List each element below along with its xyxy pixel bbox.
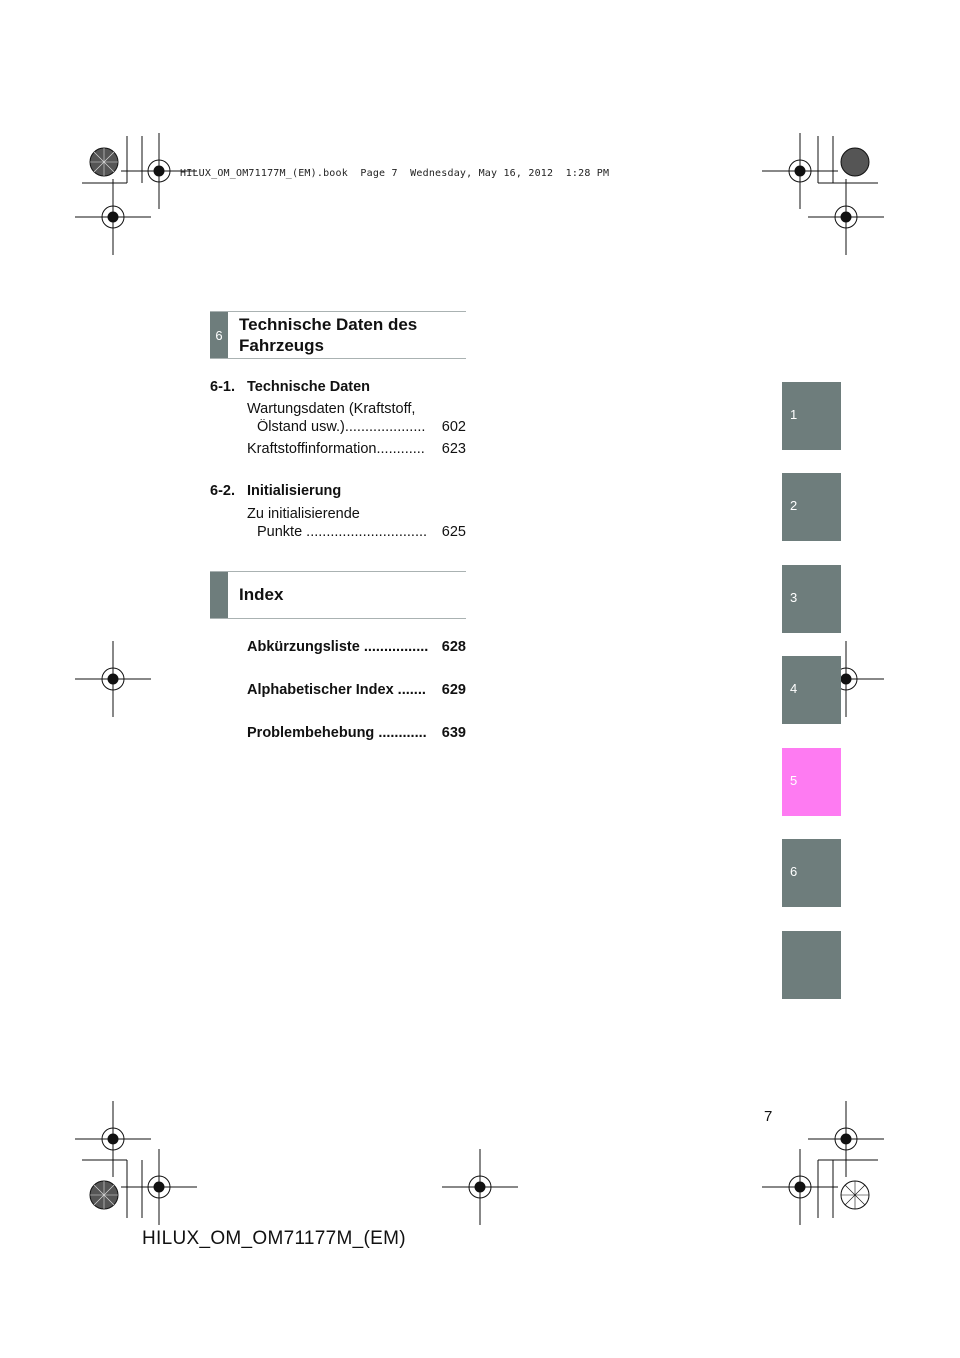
toc-number-6-2: 6-2.	[210, 483, 235, 499]
chapter-tab-index[interactable]	[782, 931, 841, 999]
toc-entry-zu-initialisierende[interactable]	[247, 524, 466, 540]
chapter-tab-label: 2	[790, 498, 798, 513]
chapter-tab-4[interactable]	[782, 656, 841, 724]
toc-entry-problembehebung[interactable]	[247, 725, 466, 741]
page-number: 7	[764, 1108, 773, 1125]
toc-entry-page: 623	[441, 441, 466, 457]
chapter-tab-2[interactable]	[782, 473, 841, 541]
section-header-technical	[210, 311, 466, 359]
section-header-index	[210, 571, 466, 619]
print-header: HILUX_OM_OM71177M_(EM).book Page 7 Wednesday, May 16, 2012 1:28 PM	[180, 168, 610, 179]
toc-entry-page: 625	[441, 524, 466, 540]
toc-entry-page: 639	[441, 725, 466, 741]
section-title-index: Index	[239, 585, 284, 604]
toc-number-6-1: 6-1.	[210, 379, 235, 395]
toc-entry-line[interactable]: Zu initialisierende	[247, 506, 360, 522]
toc-entry-kraftstoffinformation[interactable]	[247, 441, 466, 457]
toc-entry-abkuerzungsliste[interactable]	[247, 639, 466, 655]
chapter-tab-label: 4	[790, 681, 798, 696]
chapter-tab-3[interactable]	[782, 565, 841, 633]
document-id-footer: HILUX_OM_OM71177M_(EM)	[142, 1228, 406, 1249]
toc-entry-label: Problembehebung ............	[247, 725, 427, 741]
toc-entry-label: Abkürzungsliste ................	[247, 639, 429, 655]
toc-entry-page: 628	[441, 639, 466, 655]
section-tab-blank	[210, 572, 228, 618]
toc-entry-line[interactable]: Wartungsdaten (Kraftstoff,	[247, 401, 416, 417]
crosshair-icon	[75, 133, 884, 1225]
chapter-tab-5-active[interactable]	[782, 748, 841, 816]
section-tab-number: 6	[210, 312, 228, 358]
chapter-tab-6[interactable]	[782, 839, 841, 907]
toc-entry-label: Ölstand usw.)....................	[257, 419, 426, 435]
chapter-tab-label: 3	[790, 590, 798, 605]
toc-heading-technische-daten[interactable]: Technische Daten	[247, 379, 371, 395]
toc-entry-page: 602	[441, 419, 466, 435]
chapter-tab-label: 5	[790, 773, 798, 788]
toc-entry-label: Punkte ..............................	[257, 524, 428, 540]
toc-entry-label: Kraftstoffinformation............	[247, 441, 425, 457]
section-title-line2: Fahrzeugs	[239, 336, 325, 355]
starburst-icon	[90, 148, 869, 1209]
toc-entry-page: 629	[441, 682, 466, 698]
section-title	[239, 314, 417, 356]
chapter-tab-1[interactable]	[782, 382, 841, 450]
toc-heading-initialisierung[interactable]: Initialisierung	[247, 483, 342, 499]
toc-entry-label: Alphabetischer Index .......	[247, 682, 426, 698]
chapter-tab-label: 6	[790, 864, 798, 879]
chapter-tab-label: 1	[790, 407, 798, 422]
toc-entry-wartungsdaten[interactable]	[247, 419, 466, 435]
toc-entry-alphabetischer-index[interactable]	[247, 682, 466, 698]
section-title-line1: Technische Daten des	[239, 315, 418, 334]
